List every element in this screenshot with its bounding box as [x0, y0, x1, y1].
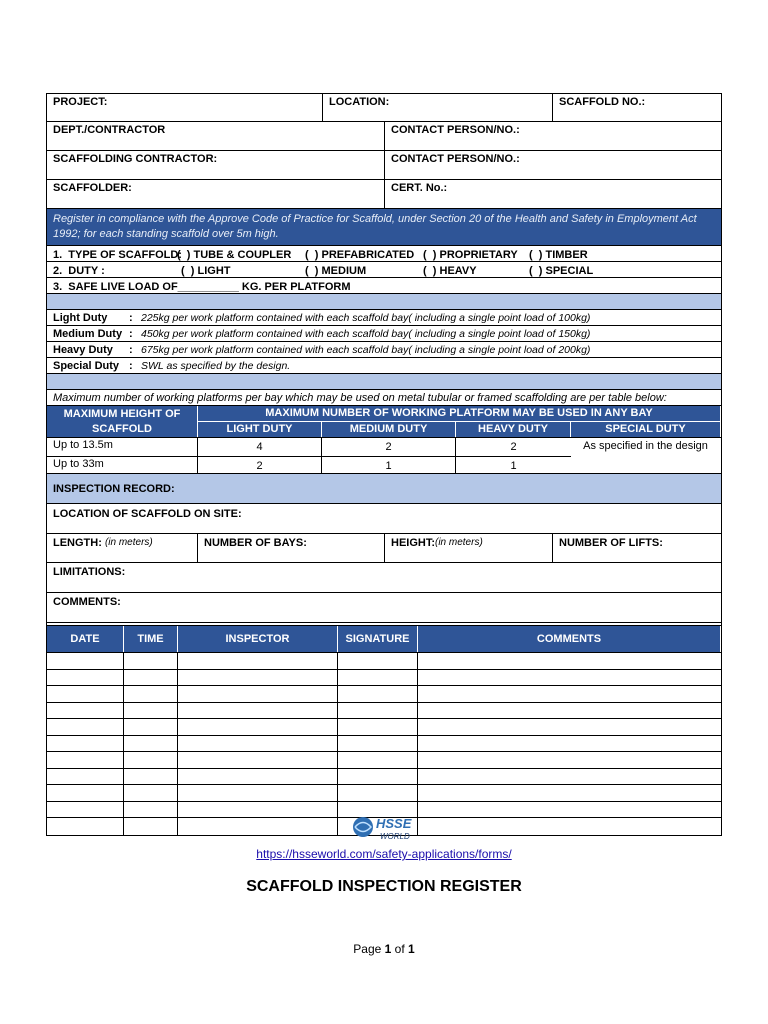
duty-line	[47, 262, 721, 278]
table-row	[47, 719, 721, 736]
duty-description: 450kg per work platform contained with each scaffold bay( including a single point load of 150kg)	[141, 328, 591, 340]
table-row	[47, 736, 721, 753]
heavy-value: 2	[510, 441, 517, 453]
log-cell[interactable]	[338, 719, 418, 735]
log-cell[interactable]	[338, 686, 418, 702]
duty-colon: :	[129, 312, 133, 324]
safe-live-load-line[interactable]	[47, 278, 721, 294]
duty-colon: :	[129, 360, 133, 372]
max-height-header	[47, 406, 198, 437]
platform-group-title	[198, 406, 720, 422]
light-value: 4	[256, 441, 263, 453]
log-cell[interactable]	[178, 752, 338, 768]
table-row	[47, 752, 721, 769]
log-cell[interactable]	[47, 686, 124, 702]
inspection-form	[46, 93, 722, 836]
special-duty-cell	[571, 438, 720, 473]
heavy-value: 1	[510, 459, 517, 472]
notice-text: Register in compliance with the Approve Code of Practice for Scaffold, under Section 20 of the Health and Safety in Employment Act 1992; for each standing scaffold over 5m high.	[53, 213, 697, 240]
duty-name: Heavy Duty	[53, 344, 113, 356]
forms-link[interactable]	[0, 847, 768, 861]
log-cell[interactable]	[124, 818, 178, 835]
log-cell[interactable]	[124, 653, 178, 669]
duty-description: SWL as specified by the design.	[141, 360, 291, 372]
duty-option-special[interactable]: ( ) SPECIAL	[529, 265, 594, 277]
table-row	[47, 703, 721, 720]
separator-band	[47, 294, 721, 310]
cert-no-field[interactable]	[385, 180, 720, 208]
duty-definition-light	[47, 310, 721, 326]
table-row	[47, 769, 721, 786]
log-cell[interactable]	[124, 670, 178, 686]
log-cell[interactable]	[178, 719, 338, 735]
scaffolding-contractor-row	[47, 151, 721, 180]
special-duty-header-text: SPECIAL DUTY	[605, 423, 686, 436]
log-cell[interactable]	[47, 670, 124, 686]
log-cell[interactable]	[338, 785, 418, 801]
date-header	[47, 626, 124, 652]
max-platform-note-text: Maximum number of working platforms per bay which may be used on metal tubular or framed scaffolding are per table below:	[53, 392, 667, 404]
duty-colon: :	[129, 344, 133, 356]
location-field[interactable]	[323, 94, 553, 121]
type-option-timber[interactable]: ( ) TIMBER	[529, 249, 588, 261]
duty-name: Special Duty	[53, 360, 120, 372]
medium-duty-header-text: MEDIUM DUTY	[349, 423, 428, 436]
log-cell[interactable]	[418, 653, 720, 669]
number-of-lifts-field[interactable]	[553, 534, 720, 562]
limitations-label: LIMITATIONS:	[53, 566, 126, 578]
duty-description: 225kg per work platform contained with each scaffold bay( including a single point load of 100kg)	[141, 312, 591, 324]
duty-description: 675kg per work platform contained with each scaffold bay( including a single point load of 200kg)	[141, 344, 591, 356]
duty-name: Medium Duty	[53, 328, 123, 340]
log-cell[interactable]	[338, 752, 418, 768]
duty-option-light[interactable]: ( ) LIGHT	[181, 265, 231, 277]
log-cell[interactable]	[124, 703, 178, 719]
light-duty-header-text: LIGHT DUTY	[226, 423, 293, 436]
log-cell[interactable]	[418, 769, 720, 785]
special-duty-value: As specified in the design	[583, 440, 708, 452]
page-prefix: Page	[353, 942, 385, 956]
log-cell[interactable]	[47, 752, 124, 768]
duty-option-medium[interactable]: ( ) MEDIUM	[305, 265, 367, 277]
project-row	[47, 94, 721, 122]
log-cell[interactable]	[124, 802, 178, 818]
log-cell[interactable]	[124, 736, 178, 752]
log-cell[interactable]	[47, 769, 124, 785]
project-field[interactable]	[47, 94, 323, 121]
light-cell	[198, 457, 322, 474]
log-cell[interactable]	[338, 653, 418, 669]
duty-label: 2. DUTY :	[53, 265, 105, 277]
page-total: 1	[408, 942, 415, 956]
contact-person-field-1[interactable]	[385, 122, 720, 150]
platform-group-header	[198, 406, 720, 437]
table-row	[47, 438, 571, 457]
log-cell[interactable]	[178, 670, 338, 686]
log-cell[interactable]	[178, 653, 338, 669]
log-cell[interactable]	[178, 818, 338, 835]
table-row	[47, 785, 721, 802]
log-cell[interactable]	[178, 736, 338, 752]
document-title-text: SCAFFOLD INSPECTION REGISTER	[246, 878, 522, 895]
contact-person-label-1: CONTACT PERSON/NO.:	[391, 124, 520, 136]
log-cell[interactable]	[178, 686, 338, 702]
height-cell	[47, 438, 198, 456]
log-cell[interactable]	[418, 670, 720, 686]
log-cell[interactable]	[124, 752, 178, 768]
log-cell[interactable]	[47, 653, 124, 669]
scaffolder-field[interactable]	[47, 180, 385, 208]
location-on-site-field[interactable]	[47, 504, 721, 533]
duty-definition-heavy	[47, 342, 721, 358]
limitations-row[interactable]	[47, 563, 721, 593]
scaffolder-row	[47, 180, 721, 209]
dept-contractor-field[interactable]	[47, 122, 385, 150]
signature-header	[338, 626, 418, 652]
log-cell[interactable]	[418, 703, 720, 719]
comments-row[interactable]	[47, 593, 721, 623]
platform-group-title-text: MAXIMUM NUMBER OF WORKING PLATFORM MAY BE USED IN ANY BAY	[265, 407, 653, 420]
table-row	[47, 670, 721, 687]
log-table-body	[47, 653, 721, 835]
scaffold-no-label: SCAFFOLD NO.:	[559, 96, 646, 108]
hsse-world-logo	[350, 812, 432, 842]
location-label: LOCATION:	[329, 96, 390, 108]
dept-row	[47, 122, 721, 151]
type-option-prefabricated[interactable]: ( ) PREFABRICATED	[305, 249, 415, 261]
medium-cell	[322, 457, 456, 474]
platform-table-header	[47, 406, 721, 438]
log-table-header	[47, 626, 721, 653]
log-cell[interactable]	[47, 719, 124, 735]
log-cell[interactable]	[338, 769, 418, 785]
duty-colon: :	[129, 328, 133, 340]
dept-contractor-label: DEPT./CONTRACTOR	[53, 124, 166, 136]
document-title	[0, 878, 768, 896]
type-option-tube-coupler[interactable]: ( ) TUBE & COUPLER	[177, 249, 292, 261]
log-cell[interactable]	[338, 670, 418, 686]
heavy-duty-header	[456, 422, 571, 437]
svg-text:HSSE: HSSE	[376, 816, 412, 831]
cert-no-label: CERT. No.:	[391, 182, 448, 194]
log-cell[interactable]	[418, 818, 720, 835]
location-on-site-row[interactable]	[47, 504, 721, 534]
svg-text:WORLD: WORLD	[380, 832, 410, 841]
signature-header-text: SIGNATURE	[345, 633, 410, 645]
log-cell[interactable]	[47, 785, 124, 801]
log-cell[interactable]	[124, 785, 178, 801]
scaffolding-contractor-label: SCAFFOLDING CONTRACTOR:	[53, 153, 218, 165]
duty-name: Light Duty	[53, 312, 108, 324]
log-cell[interactable]	[124, 686, 178, 702]
log-cell[interactable]	[47, 736, 124, 752]
scaffolding-contractor-field[interactable]	[47, 151, 385, 179]
log-cell[interactable]	[418, 736, 720, 752]
max-height-header-text: MAXIMUM HEIGHT OF SCAFFOLD	[63, 407, 181, 435]
project-label: PROJECT:	[53, 96, 108, 108]
light-duty-header	[198, 422, 322, 437]
time-header-text: TIME	[137, 633, 164, 645]
height-value: Up to 13.5m	[53, 439, 113, 451]
log-cell[interactable]	[418, 802, 720, 818]
light-cell	[198, 438, 322, 456]
inspector-header	[178, 626, 338, 652]
page-number	[0, 942, 768, 956]
length-field[interactable]	[47, 534, 198, 562]
safe-live-load-text: 3. SAFE LIVE LOAD OF__________ KG. PER PLATFORM	[53, 281, 351, 293]
number-of-bays-label: NUMBER OF BAYS:	[204, 537, 307, 549]
time-header	[124, 626, 178, 652]
height-unit: (in meters)	[435, 537, 483, 548]
date-header-text: DATE	[70, 633, 100, 645]
log-cell[interactable]	[338, 703, 418, 719]
medium-value: 1	[385, 459, 392, 472]
type-label: 1. TYPE OF SCAFFOLD:	[53, 249, 182, 261]
contact-person-field-2[interactable]	[385, 151, 720, 179]
scaffold-no-field[interactable]	[553, 94, 720, 121]
height-label: HEIGHT:	[391, 537, 435, 549]
comments-header	[418, 626, 720, 652]
inspection-record-band	[47, 474, 721, 504]
number-of-lifts-label: NUMBER OF LIFTS:	[559, 537, 663, 549]
comments-header-text: COMMENTS	[536, 633, 602, 645]
log-cell[interactable]	[47, 703, 124, 719]
inspector-header-text: INSPECTOR	[225, 633, 290, 645]
number-of-bays-field[interactable]	[198, 534, 385, 562]
log-cell[interactable]	[178, 785, 338, 801]
height-field[interactable]	[385, 534, 553, 562]
log-cell[interactable]	[124, 719, 178, 735]
scaffolder-label: SCAFFOLDER:	[53, 182, 132, 194]
log-cell[interactable]	[418, 752, 720, 768]
page-num: 1	[384, 942, 392, 956]
length-unit: (in meters)	[104, 537, 153, 548]
log-cell[interactable]	[178, 703, 338, 719]
medium-duty-header	[322, 422, 456, 437]
compliance-notice	[47, 209, 721, 246]
length-label: LENGTH:	[53, 537, 102, 549]
inspection-record-title: INSPECTION RECORD:	[53, 483, 175, 495]
log-cell[interactable]	[418, 686, 720, 702]
comments-label: COMMENTS:	[53, 596, 121, 608]
light-value: 2	[256, 459, 263, 472]
medium-value: 2	[385, 441, 392, 453]
height-value: Up to 33m	[53, 458, 104, 470]
table-row	[47, 686, 721, 703]
max-platform-note	[47, 390, 721, 406]
log-cell[interactable]	[338, 736, 418, 752]
log-cell[interactable]	[124, 769, 178, 785]
comments-field[interactable]	[47, 593, 721, 622]
page-of: of	[391, 942, 409, 956]
duty-definition-medium	[47, 326, 721, 342]
table-row	[47, 457, 571, 474]
forms-link-text[interactable]: https://hsseworld.com/safety-applications/forms/	[256, 847, 512, 861]
log-cell[interactable]	[178, 769, 338, 785]
type-option-proprietary[interactable]: ( ) PROPRIETARY	[423, 249, 518, 261]
heavy-cell	[456, 438, 571, 456]
log-cell[interactable]	[418, 785, 720, 801]
dimensions-row	[47, 534, 721, 563]
platform-table-body	[47, 438, 721, 474]
special-duty-header	[571, 422, 720, 437]
duty-definition-special	[47, 358, 721, 374]
log-cell[interactable]	[418, 719, 720, 735]
table-row	[47, 653, 721, 670]
log-cell[interactable]	[47, 818, 124, 835]
heavy-cell	[456, 457, 571, 474]
log-cell[interactable]	[47, 802, 124, 818]
log-cell[interactable]	[178, 802, 338, 818]
limitations-field[interactable]	[47, 563, 721, 592]
heavy-duty-header-text: HEAVY DUTY	[478, 423, 548, 436]
contact-person-label-2: CONTACT PERSON/NO.:	[391, 153, 520, 165]
medium-cell	[322, 438, 456, 456]
height-cell	[47, 457, 198, 474]
type-of-scaffold-line	[47, 246, 721, 262]
separator-band	[47, 374, 721, 390]
duty-option-heavy[interactable]: ( ) HEAVY	[423, 265, 477, 277]
location-on-site-label: LOCATION OF SCAFFOLD ON SITE:	[53, 508, 242, 520]
